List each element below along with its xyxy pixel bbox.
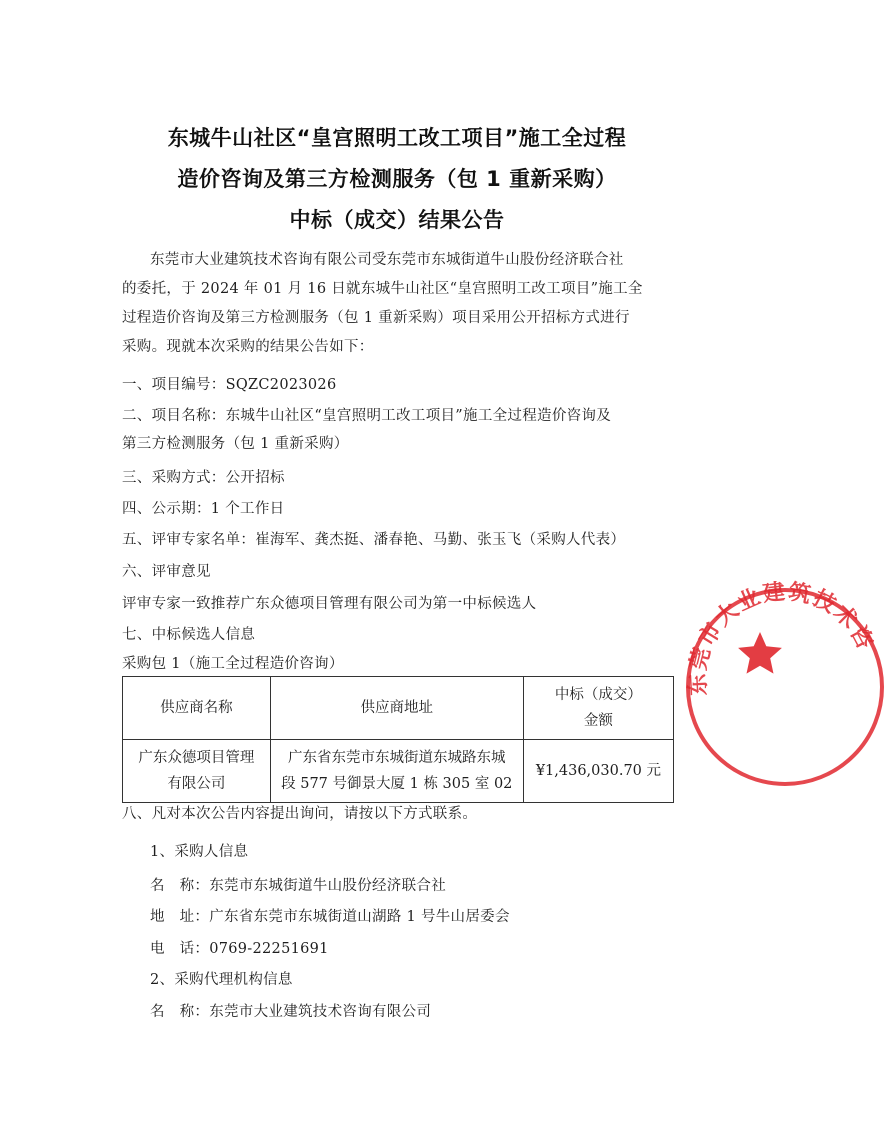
cell-amount: ¥1,436,030.70 元 — [523, 740, 673, 803]
opinion-text: 评审专家一致推荐广东众德项目管理有限公司为第一中标候选人 — [122, 596, 537, 612]
seal-text-path: 东莞市大业建筑技术咨 — [684, 578, 879, 697]
purchaser-address: 地 址：广东省东莞市东城街道山湖路 1 号牛山居委会 — [150, 909, 510, 925]
supplier-name-line-1: 广东众德项目管理 — [138, 750, 255, 766]
header-amount-line-1: 中标（成交） — [554, 687, 642, 703]
contact-heading: 八、凡对本次公告内容提出询问，请按以下方式联系。 — [122, 806, 478, 822]
cell-supplier-address — [270, 740, 523, 803]
procurement-method: 三、采购方式：公开招标 — [122, 470, 285, 486]
table-header-row — [123, 677, 674, 740]
header-amount-line-2: 金额 — [583, 713, 613, 729]
supplier-name-line-2: 有限公司 — [167, 776, 226, 792]
intro-line: 过程造价咨询及第三方检测服务（包 1 重新采购）项目采用公开招标方式进行 — [122, 310, 630, 326]
purchaser-phone: 电 话：0769-22251691 — [150, 941, 329, 957]
agency-name: 名 称：东莞市大业建筑技术咨询有限公司 — [150, 1004, 432, 1020]
seal-star-icon — [738, 632, 782, 674]
purchaser-heading: 1、采购人信息 — [150, 844, 249, 860]
cell-supplier-name — [123, 740, 271, 803]
supplier-address-line-2: 段 577 号御景大厦 1 栋 305 室 02 — [281, 776, 513, 792]
intro-line: 的委托，于 2024 年 01 月 16 日就东城牛山社区“皇宫照明工改工项目”施工全 — [122, 281, 643, 297]
header-amount — [523, 677, 673, 740]
package-label: 采购包 1（施工全过程造价咨询） — [122, 656, 344, 672]
company-seal — [680, 578, 890, 792]
project-number: 一、项目编号：SQZC2023026 — [122, 377, 337, 393]
opinion-heading: 六、评审意见 — [122, 564, 211, 580]
expert-list: 五、评审专家名单：崔海军、龚杰挺、潘春艳、马勤、张玉飞（采购人代表） — [122, 532, 626, 548]
purchaser-name: 名 称：东莞市东城街道牛山股份经济联合社 — [150, 878, 446, 894]
table-row — [123, 740, 674, 803]
intro-line: 东莞市大业建筑技术咨询有限公司受东莞市东城街道牛山股份经济联合社 — [150, 252, 624, 268]
header-supplier-address: 供应商地址 — [270, 677, 523, 740]
intro-line: 采购。现就本次采购的结果公告如下： — [122, 339, 374, 355]
project-name: 二、项目名称：东城牛山社区“皇宫照明工改工项目”施工全过程造价咨询及 — [122, 408, 612, 424]
project-name-cont: 第三方检测服务（包 1 重新采购） — [122, 436, 349, 452]
notice-period: 四、公示期：1 个工作日 — [122, 501, 285, 517]
title-line-1: 东城牛山社区“皇宫照明工改工项目”施工全过程 — [167, 126, 627, 150]
award-table — [122, 676, 674, 803]
supplier-address-line-1: 广东省东莞市东城街道东城路东城 — [288, 750, 506, 766]
header-supplier-name: 供应商名称 — [123, 677, 271, 740]
agency-heading: 2、采购代理机构信息 — [150, 972, 293, 988]
seal-text — [685, 578, 879, 696]
title-line-3: 中标（成交）结果公告 — [289, 208, 505, 232]
title-line-2: 造价咨询及第三方检测服务（包 1 重新采购） — [177, 167, 617, 191]
candidate-heading: 七、中标候选人信息 — [122, 627, 256, 643]
